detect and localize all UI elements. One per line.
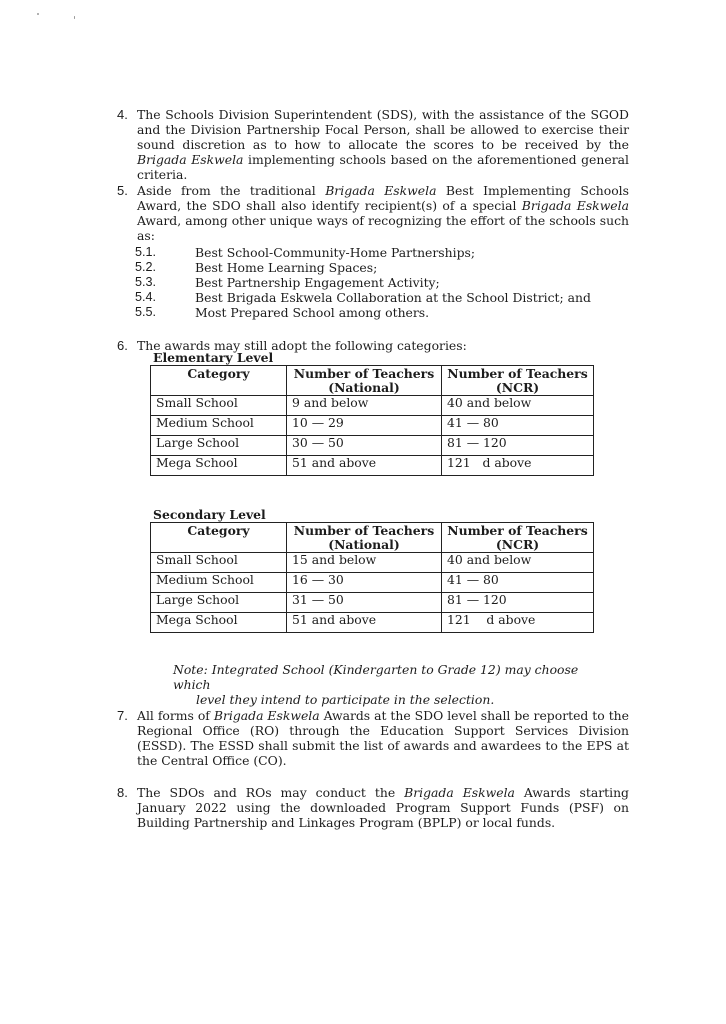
item-8 xyxy=(117,785,629,830)
header-national: Number of Teachers (National) xyxy=(287,523,442,553)
table-row: Mega School 51 and above 121 d above xyxy=(151,613,594,633)
scan-speck xyxy=(74,16,75,19)
secondary-table xyxy=(150,522,594,633)
list-item: 5.5. Most Prepared School among others. xyxy=(135,305,430,320)
header-ncr: Number of Teachers (NCR) xyxy=(442,366,594,396)
secondary-level-heading: Secondary Level xyxy=(153,507,266,522)
item-number: 5. xyxy=(117,183,128,198)
item-text: All forms of Brigada Eskwela Awards at the SDO level shall be reported to the Regional Office (RO) through the Education Support Services Division (ESSD). The ESSD shall submit the list of awards and awardees to the EPS at the Central Office (CO). xyxy=(137,708,629,768)
list-item: 5.1. Best School-Community-Home Partnerships; xyxy=(135,245,476,260)
table-row: Medium School 16 — 30 41 — 80 xyxy=(151,573,594,593)
award-sublist xyxy=(135,245,615,320)
item-number: 8. xyxy=(117,785,128,800)
table-row: Large School 31 — 50 81 — 120 xyxy=(151,593,594,613)
header-ncr: Number of Teachers (NCR) xyxy=(442,523,594,553)
elementary-level-heading: Elementary Level xyxy=(153,350,274,365)
table-row: Small School 15 and below 40 and below xyxy=(151,553,594,573)
item-text: Aside from the traditional Brigada Eskwela Best Implementing Schools Award, the SDO shall also identify recipient(s) of a special Brigada Eskwela Award, among other unique ways of recognizing the effort of the schools such as: xyxy=(137,183,629,243)
table-row: Mega School 51 and above 121 d above xyxy=(151,456,594,476)
item-4 xyxy=(117,107,629,182)
note-line-1: Note: Integrated School (Kindergarten to Grade 12) may choose which xyxy=(173,662,579,692)
item-text: The SDOs and ROs may conduct the Brigada Eskwela Awards starting January 2022 using the downloaded Program Support Funds (PSF) on Building Partnership and Linkages Program (BPLP) or local funds. xyxy=(137,785,629,830)
scan-speck xyxy=(37,13,39,15)
table-row: Medium School 10 — 29 41 — 80 xyxy=(151,416,594,436)
elementary-table xyxy=(150,365,594,476)
header-category: Category xyxy=(151,366,287,396)
list-item: 5.2. Best Home Learning Spaces; xyxy=(135,260,378,275)
item-5 xyxy=(117,183,629,243)
table-row: Small School 9 and below 40 and below xyxy=(151,396,594,416)
item-number: 6. xyxy=(117,338,128,353)
header-category: Category xyxy=(151,523,287,553)
table-header-row xyxy=(151,523,594,553)
item-7 xyxy=(117,708,629,768)
list-item: 5.4. Best Brigada Eskwela Collaboration at the School District; and xyxy=(135,290,591,305)
item-text: The awards may still adopt the following categories: xyxy=(137,338,467,353)
table-header-row xyxy=(151,366,594,396)
item-text: The Schools Division Superintendent (SDS), with the assistance of the SGOD and the Division Partnership Focal Person, shall be allowed to exercise their sound discretion as to how to allocate the scores to be received by the Brigada Eskwela implementing schools based on the aforementioned general criteria. xyxy=(137,107,629,182)
list-item: 5.3. Best Partnership Engagement Activity; xyxy=(135,275,440,290)
note-line-2: level they intend to participate in the selection. xyxy=(196,692,495,707)
table-note xyxy=(173,662,593,707)
item-number: 7. xyxy=(117,708,128,723)
item-number: 4. xyxy=(117,107,128,122)
header-national: Number of Teachers (National) xyxy=(287,366,442,396)
table-row: Large School 30 — 50 81 — 120 xyxy=(151,436,594,456)
